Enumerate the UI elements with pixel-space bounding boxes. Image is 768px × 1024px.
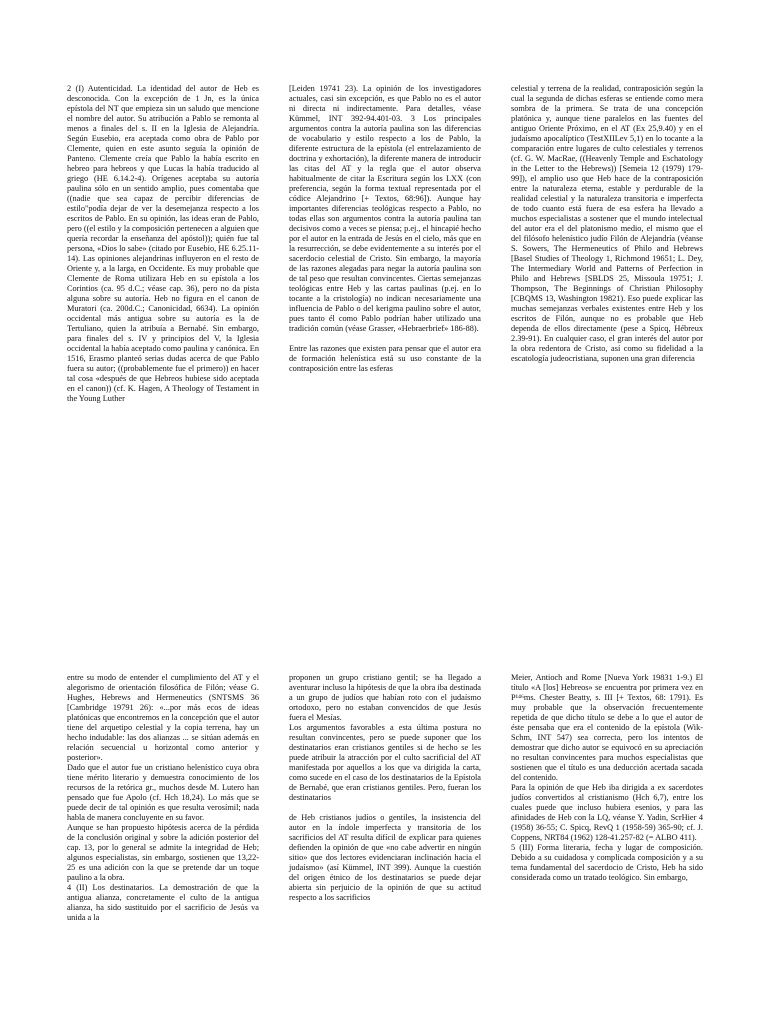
paragraph: [Leiden 19741 23). La opinión de los investigadores actuales, casi sin excepción, es que Pablo no es el autor ni directa ni indirectamente. Para detalles, véase Kümmel, INT 392-94.401-03. 3 Los principales argumentos contra la autoría paulina son las diferencias de vocabulario y estilo respecto a los de Pablo, la diferente estructura de la epístola (el entrelazamiento de doctrina y exhortación), la diferente manera de introducir las citas del AT y la regla que el autor observa habitualmente de citar la Escritura según los LXX (con preferencia, según la forma textual representada por el códice Alejandrino [+ Textos, 68:96]). Aunque hay importantes diferencias teológicas respecto a Pablo, no todas ellas son argumentos contra la autoría paulina tan decisivos como a veces se piensa; p.ej., el hincapié hecho por el autor en la entrada de Jesús en el cielo, más que en la resurrección, se debe evidentemente a su interés por el sacerdocio celestial de Cristo. Sin embargo, la mayoría de las razones alegadas para negar la autoría paulina son de tal peso que resultan convincentes. Ciertas semejanzas teológicas entre Heb y las cartas paulinas (p.ej. en lo tocante a la cristología) no indican necesariamente una influencia de Pablo o del kerigma paulino sobre el autor, pues tanto él como Pablo podrían haber utilizado una tradición común (véase Grasser, «Hebraerbrief» 186-88). bbox=[289, 84, 481, 333]
paragraph: 4 (II) Los destinatarios. La demostración de que la antigua alianza, concretamente el culto de la antigua alianza, ha sido sustituido por el sacrificio de Jesús va unida a la bbox=[67, 883, 259, 922]
paragraph: de Heb cristianos judíos o gentiles, la insistencia del autor en la índole imperfecta y transitoria de los sacrificios del AT resulta difícil de explicar para quienes defienden la opinión de que «no cabe advertir en ningún sitio» que dos lectores evidenciaran inclinación hacia el judaísmo» (así Kümmel, INT 399). Aunque la cuestión del origen étnico de los destinatarios se puede dejar abierta sin perjuicio de la opinión de que su actitud respecto a los sacrificios bbox=[289, 813, 481, 902]
paragraph: Aunque se han propuesto hipótesis acerca de la pérdida de la conclusión original y sobre la adición posterior del cap. 13, por lo general se admite la integridad de Heb; algunos especialistas, sin embargo, sostienen que 13,22-25 es una adición con la que se pretende dar un toque paulino a la obra. bbox=[67, 823, 259, 882]
column-top-right bbox=[511, 84, 703, 364]
column-top-left bbox=[67, 84, 259, 404]
paragraph: Los argumentos favorables a esta última postura no resultan convincentes, pero se puede suponer que los destinatarios eran cristianos gentiles si de hecho se les puede atribuir la atracción por el culto sacrificial del AT manifestada por aquellos a los que va dirigida la carta, como sucede en el caso de los destinatarios de la Epístola de Bernabé, que eran cristianos gentiles. Pero, fueran los destinatarios bbox=[289, 723, 481, 802]
paragraph: Para la opinión de que Heb iba dirigida a ex sacerdotes judíos convertidos al cristianismo (Hch 6,7), entre los cuales puede que incluso hubiera esenios, y para las afinidades de Heb con la LQ, véanse Y. Yadin, ScrHier 4 (1958) 36-55; C. Spicq, RevQ 1 (1958-59) 365-90; cf. J. Coppens, NRT84 (1962) 128-41.257-82 (= ALBO 411). bbox=[511, 783, 703, 842]
paragraph: entre su modo de entender el cumplimiento del AT y el alegorismo de orientación filosófica de Filón; véase G. Hughes, Hebrews and Hermeneutics (SNTSMS 36 [Cambridge 19791 26): «...por más ecos de ideas platónicas que encontremos en la concepción que el autor tiene del arquetipo celestial y la copia terrena, hay un hecho indudable: las dos alianzas ... se sitúan además en relación secuencial u horizontal como anterior y posterior». bbox=[67, 673, 259, 762]
column-bottom-left bbox=[67, 673, 259, 923]
column-top-middle bbox=[289, 84, 481, 374]
paragraph: Entre las razones que existen para pensar que el autor era de formación helenística está su uso constante de la contraposición entre las esferas bbox=[289, 344, 481, 373]
paragraph: Meier, Antioch and Rome [Nueva York 19831 1-9.) El título «A [los] Hebreos» se encuentra por primera vez en P¹⁴⁶ms. Chester Beatty, s. III [+ Textos, 68: 1791). Es muy probable que la observación frecuentemente repetida de que dicho título se debe a lo que el autor de éste pensaba que era el contenido de la epístola (Wik-Schm, INT 547) sea correcta, pero los intentos de demostrar que dicho autor se equivocó en su apreciación no resultan convincentes para muchos especialistas que sostienen que el título es una deducción acertada sacada del contenido. bbox=[511, 673, 703, 782]
paragraph: 2 (I) Autenticidad. La identidad del autor de Heb es desconocida. Con la excepción de 1 Jn, es la única epístola del NT que empieza sin un saludo que mencione el nombre del autor. Su atribución a Pablo se remonta al menos a finales del s. II en la Iglesia de Alejandría. Según Eusebio, era aceptada como obra de Pablo por Clemente, quien en este asunto seguía la opinión de Panteno. Clemente creía que Pablo la había escrito en hebreo para hebreos y que Lucas la había traducido al griego (HE 6.14.2-4). Orígenes aceptaba su autoría paulina sólo en un sentido amplio, pues comentaba que ((nadie que sea capaz de percibir diferencias de estilo"podía dejar de ver la desemejanza respecto a los escritos de Pablo. En su opinión, las ideas eran de Pablo, pero ((el estilo y la composición pertenecen a alguien que quería recordar la enseñanza del apóstol)); quién fue tal persona, «Dios lo sabe» (citado por Eusebio, HE 6.25.11-14). Las opiniones alejandrinas influyeron en el resto de Oriente y, a la larga, en Occidente. Es muy probable que Clemente de Roma utilizara Heb en su epístola a los Corintios (ca. 95 d.C.; véase cap. 36), pero no da pista alguna sobre su autoría. Heb no figura en el canon de Muratori (ca. 200d.C.; Canonicidad, 6634). La opinión occidental más antigua sobre su autoría es la de Tertuliano, quien la atribuía a Bernabé. Sin embargo, para finales del s. IV y principios del V, la Iglesia occidental la había aceptado como paulina y canónica. En 1516, Erasmo planteó serias dudas acerca de que Pablo fuera su autor; ((probablemente fue el primero)) en hacer tal cosa «después de que Hebreos hubiese sido aceptada en el canon)) (cf. K. Hagen, A Theology of Testament in the Young Luther bbox=[67, 84, 259, 403]
paragraph: proponen un grupo cristiano gentil; se ha llegado a aventurar incluso la hipótesis de que la obra iba destinada a un grupo de judíos que habían roto con el judaísmo ortodoxo, pero no estaban convencidos de que Jesús fuera el Mesías. bbox=[289, 673, 481, 722]
column-bottom-middle bbox=[289, 673, 481, 903]
paragraph: Dado que el autor fue un cristiano helenístico cuya obra tiene mérito literario y demuestra conocimiento de los recursos de la retórica gr., muchos desde M. Lutero han pensado que fue Apolo (cf. Hch 18,24). Lo más que se puede decir de tal opinión es que resulta verosímil; nada habla de manera concluyente en su favor. bbox=[67, 763, 259, 822]
paragraph: celestial y terrena de la realidad, contraposición según la cual la segunda de dichas esferas se entiende como mera sombra de la primera. Se trata de una concepción platónica y, aunque tiene paralelos en las fuentes del antiguo Oriente Próximo, en el AT (Ex 25,9.40) y en el judaísmo apocalíptico (TestXIILev 5,1) en lo tocante a la comparación entre lugares de culto celestiales y terrenos (cf. G. W. MacRae, ((Heavenly Temple and Eschatology in the Letter to the Hebrews)) [Semeia 12 (1979) 179-99]), el amplio uso que Heb hace de la contraposición entre la naturaleza eterna, estable y perdurable de la realidad celestial y la naturaleza transitoria e imperfecta de todo cuanto está fuera de esa esfera ha llevado a muchos especialistas a sostener que el mundo intelectual del autor era el del platonismo medio, el mismo que el del filósofo helenístico judío Filón de Alejandría (véanse S. Sowers, The Hermeneutics of Philo and Hebrews [Basel Studies of Theology 1, Richmond 19651; L. Dey, The Intermediary World and Patterns of Perfection in Philo and Hebrews [SBLDS 25, Missoula 19751; J. Thompson, The Beginnings of Christian Philosophy [CBQMS 13, Washington 19821). Eso puede explicar las muchas semejanzas verbales existentes entre Heb y los escritos de Filón, aunque no es probable que Heb dependa de ellos directamente (pese a Spicq, Hébreux 2.39-91). En cualquier caso, el gran interés del autor por la obra redentora de Cristo, así como su fidelidad a la escatología judeocristiana, suponen una gran diferencia bbox=[511, 84, 703, 363]
column-bottom-right bbox=[511, 673, 703, 883]
paragraph: 5 (III) Forma literaria, fecha y lugar de composición. Debido a su cuidadosa y complicada composición y a su tema fundamental del sacerdocio de Cristo, Heb ha sido considerada como un tratado teológico. Sin embargo, bbox=[511, 843, 703, 882]
